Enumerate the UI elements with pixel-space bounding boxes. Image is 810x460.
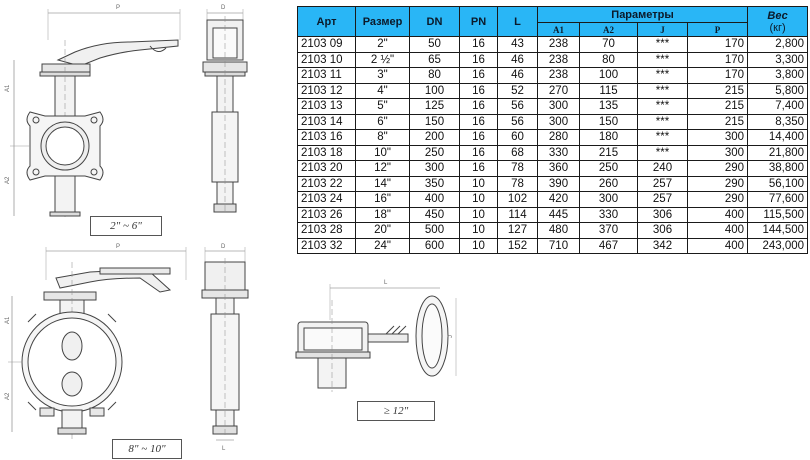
cell-j: *** [638,52,688,68]
dim-label-a2-medium: A2 [5,392,11,400]
cell-p: 170 [688,52,748,68]
cell-dn: 400 [410,192,460,208]
dim-label-d-medium: D [221,244,226,250]
cell-l: 114 [498,207,538,223]
cell-l: 56 [498,114,538,130]
cell-pn: 16 [460,37,498,53]
cell-size: 20" [356,223,410,239]
cell-art: 2103 13 [298,99,356,115]
cell-j: *** [638,83,688,99]
cell-weight: 8,350 [748,114,808,130]
cell-j: *** [638,114,688,130]
cell-weight: 5,800 [748,83,808,99]
cell-weight: 7,400 [748,99,808,115]
header-j: J [638,23,688,37]
cell-p: 300 [688,145,748,161]
cell-art: 2103 24 [298,192,356,208]
cell-a1: 300 [538,114,580,130]
cell-size: 14" [356,176,410,192]
cell-j: 306 [638,223,688,239]
cell-size: 16" [356,192,410,208]
cell-pn: 10 [460,238,498,254]
dim-label-p-medium: P [116,244,121,250]
cell-dn: 250 [410,145,460,161]
cell-dn: 100 [410,83,460,99]
cell-a1: 710 [538,238,580,254]
cell-a2: 80 [580,52,638,68]
cell-p: 290 [688,161,748,177]
cell-p: 170 [688,37,748,53]
cell-weight: 21,800 [748,145,808,161]
table-row [298,238,808,254]
cell-dn: 600 [410,238,460,254]
dim-label-a1: A1 [5,84,11,92]
cell-dn: 500 [410,223,460,239]
cell-p: 290 [688,176,748,192]
cell-l: 60 [498,130,538,146]
caption-large-range: ≥ 12" [357,401,435,421]
cell-art: 2103 09 [298,37,356,53]
cell-pn: 16 [460,114,498,130]
header-weight-label: Вес [767,9,788,22]
dim-label-d: D [221,5,226,11]
cell-a2: 467 [580,238,638,254]
cell-a2: 330 [580,207,638,223]
cell-p: 290 [688,192,748,208]
cell-l: 127 [498,223,538,239]
cell-art: 2103 32 [298,238,356,254]
cell-pn: 10 [460,223,498,239]
cell-p: 215 [688,114,748,130]
cell-a2: 260 [580,176,638,192]
cell-dn: 300 [410,161,460,177]
cell-art: 2103 12 [298,83,356,99]
header-art: Арт [298,7,356,37]
table-row [298,130,808,146]
cell-weight: 3,300 [748,52,808,68]
cell-pn: 16 [460,161,498,177]
cell-a1: 270 [538,83,580,99]
cell-size: 2" [356,37,410,53]
cell-weight: 144,500 [748,223,808,239]
cell-size: 2 ½" [356,52,410,68]
cell-art: 2103 18 [298,145,356,161]
cell-weight: 14,400 [748,130,808,146]
cell-a2: 180 [580,130,638,146]
cell-dn: 350 [410,176,460,192]
cell-art: 2103 22 [298,176,356,192]
cell-j: *** [638,130,688,146]
table-row [298,99,808,115]
cell-pn: 10 [460,176,498,192]
caption-medium-range: 8" ~ 10" [112,439,182,459]
cell-size: 8" [356,130,410,146]
cell-dn: 150 [410,114,460,130]
valve-small-side-drawing [203,9,247,214]
cell-l: 43 [498,37,538,53]
cell-art: 2103 28 [298,223,356,239]
cell-size: 10" [356,145,410,161]
dim-label-l-large: L [384,280,388,286]
dim-label-a2: A2 [5,176,11,184]
cell-a1: 480 [538,223,580,239]
cell-a2: 215 [580,145,638,161]
cell-size: 4" [356,83,410,99]
cell-j: 257 [638,192,688,208]
cell-a2: 370 [580,223,638,239]
cell-dn: 65 [410,52,460,68]
caption-small-range: 2" ~ 6" [90,216,162,236]
cell-j: 240 [638,161,688,177]
cell-l: 46 [498,68,538,84]
header-l: L [498,7,538,37]
cell-p: 400 [688,238,748,254]
cell-pn: 10 [460,207,498,223]
cell-weight: 38,800 [748,161,808,177]
table-row [298,223,808,239]
cell-p: 400 [688,223,748,239]
header-p: P [688,23,748,37]
table-row [298,192,808,208]
cell-pn: 16 [460,83,498,99]
cell-a1: 330 [538,145,580,161]
cell-weight: 56,100 [748,176,808,192]
header-a1: A1 [538,23,580,37]
cell-a2: 150 [580,114,638,130]
cell-pn: 16 [460,52,498,68]
header-params: Параметры [538,7,748,23]
cell-weight: 77,600 [748,192,808,208]
cell-dn: 200 [410,130,460,146]
cell-size: 5" [356,99,410,115]
valve-large-gearbox-drawing [296,284,456,392]
cell-a1: 420 [538,192,580,208]
cell-art: 2103 10 [298,52,356,68]
cell-weight: 2,800 [748,37,808,53]
cell-a1: 445 [538,207,580,223]
cell-l: 78 [498,161,538,177]
cell-a1: 238 [538,37,580,53]
header-a2: A2 [580,23,638,37]
cell-l: 68 [498,145,538,161]
table-row [298,207,808,223]
header-dn: DN [410,7,460,37]
cell-l: 56 [498,99,538,115]
cell-weight: 3,800 [748,68,808,84]
table-row [298,37,808,53]
cell-size: 12" [356,161,410,177]
cell-p: 400 [688,207,748,223]
cell-a1: 360 [538,161,580,177]
cell-size: 6" [356,114,410,130]
cell-l: 46 [498,52,538,68]
cell-art: 2103 16 [298,130,356,146]
cell-a1: 390 [538,176,580,192]
cell-a1: 280 [538,130,580,146]
cell-dn: 450 [410,207,460,223]
header-pn: PN [460,7,498,37]
cell-j: 342 [638,238,688,254]
cell-p: 170 [688,68,748,84]
cell-j: *** [638,37,688,53]
header-weight-unit: (кг) [769,21,786,34]
dim-label-l-medium: L [222,446,226,452]
table-row [298,145,808,161]
cell-weight: 243,000 [748,238,808,254]
valve-medium-front-drawing [8,247,186,440]
cell-j: *** [638,99,688,115]
cell-a2: 135 [580,99,638,115]
cell-weight: 115,500 [748,207,808,223]
cell-pn: 16 [460,99,498,115]
cell-j: *** [638,145,688,161]
cell-size: 24" [356,238,410,254]
cell-p: 215 [688,83,748,99]
table-row [298,176,808,192]
cell-pn: 16 [460,145,498,161]
table-row [298,114,808,130]
cell-a2: 250 [580,161,638,177]
specification-table-wrap [297,6,807,254]
table-row [298,52,808,68]
specification-table [297,6,808,254]
cell-art: 2103 20 [298,161,356,177]
cell-p: 215 [688,99,748,115]
cell-a1: 300 [538,99,580,115]
cell-p: 300 [688,130,748,146]
cell-a2: 100 [580,68,638,84]
table-row [298,83,808,99]
cell-l: 152 [498,238,538,254]
valve-medium-side-drawing [202,247,248,440]
cell-pn: 10 [460,192,498,208]
cell-a2: 70 [580,37,638,53]
cell-l: 52 [498,83,538,99]
cell-size: 3" [356,68,410,84]
cell-size: 18" [356,207,410,223]
specification-table-body [298,37,808,254]
cell-j: *** [638,68,688,84]
dim-label-j-large: J [448,335,454,338]
table-row [298,68,808,84]
cell-art: 2103 26 [298,207,356,223]
cell-dn: 80 [410,68,460,84]
cell-art: 2103 11 [298,68,356,84]
dim-label-a1-medium: A1 [5,316,11,324]
cell-j: 257 [638,176,688,192]
dim-label-p: P [116,5,121,11]
header-size: Размер [356,7,410,37]
cell-a1: 238 [538,52,580,68]
table-row [298,161,808,177]
cell-l: 78 [498,176,538,192]
cell-pn: 16 [460,130,498,146]
cell-l: 102 [498,192,538,208]
cell-a2: 300 [580,192,638,208]
cell-dn: 125 [410,99,460,115]
cell-j: 306 [638,207,688,223]
valve-small-front-drawing [10,9,180,218]
cell-art: 2103 14 [298,114,356,130]
cell-a2: 115 [580,83,638,99]
cell-a1: 238 [538,68,580,84]
cell-dn: 50 [410,37,460,53]
cell-pn: 16 [460,68,498,84]
header-weight [748,7,808,37]
